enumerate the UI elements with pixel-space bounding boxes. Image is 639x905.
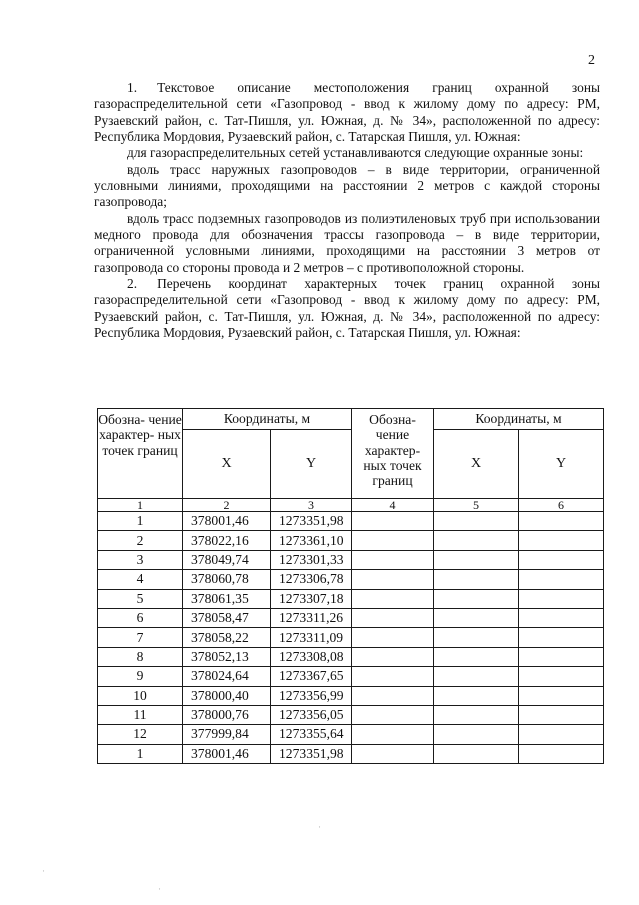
table-row: [98, 531, 604, 550]
empty-x-cell: [434, 705, 519, 724]
y-coordinate-cell: 1273361,10: [271, 531, 352, 550]
y-coordinate-cell: 1273351,98: [271, 744, 352, 763]
x-coordinate-cell: 378024,64: [183, 667, 271, 686]
point-number-cell: 6: [98, 608, 183, 627]
x-coordinate-cell: 378058,22: [183, 628, 271, 647]
column-numbers-row: [98, 499, 604, 512]
empty-point-cell: [352, 628, 434, 647]
empty-x-cell: [434, 531, 519, 550]
y-coordinate-cell: 1273311,09: [271, 628, 352, 647]
x-coordinate-cell: 378052,13: [183, 647, 271, 666]
empty-x-cell: [434, 589, 519, 608]
scan-speck: ·: [318, 822, 321, 832]
empty-point-cell: [352, 744, 434, 763]
column-number: 2: [183, 499, 271, 512]
y-coordinate-cell: 1273311,26: [271, 608, 352, 627]
x-coordinate-cell: 378000,76: [183, 705, 271, 724]
point-number-cell: 7: [98, 628, 183, 647]
table-row: [98, 550, 604, 569]
empty-y-cell: [519, 647, 604, 666]
x-coordinate-cell: 378000,40: [183, 686, 271, 705]
empty-y-cell: [519, 686, 604, 705]
y-header-left: Y: [271, 430, 352, 499]
scan-speck: ·: [42, 866, 45, 876]
y-coordinate-cell: 1273308,08: [271, 647, 352, 666]
empty-x-cell: [434, 512, 519, 531]
empty-point-cell: [352, 589, 434, 608]
y-coordinate-cell: 1273306,78: [271, 570, 352, 589]
empty-point-cell: [352, 550, 434, 569]
point-number-cell: 10: [98, 686, 183, 705]
point-header-left: Обозна- чение характер- ных точек границ: [98, 409, 183, 499]
y-coordinate-cell: 1273356,05: [271, 705, 352, 724]
column-number: 3: [271, 499, 352, 512]
empty-x-cell: [434, 744, 519, 763]
empty-y-cell: [519, 628, 604, 647]
empty-y-cell: [519, 531, 604, 550]
column-number: 5: [434, 499, 519, 512]
point-number-cell: 5: [98, 589, 183, 608]
empty-point-cell: [352, 608, 434, 627]
y-coordinate-cell: 1273351,98: [271, 512, 352, 531]
y-coordinate-cell: 1273301,33: [271, 550, 352, 569]
empty-y-cell: [519, 705, 604, 724]
column-number: 1: [98, 499, 183, 512]
x-coordinate-cell: 378060,78: [183, 570, 271, 589]
empty-point-cell: [352, 725, 434, 744]
empty-x-cell: [434, 608, 519, 627]
point-number-cell: 12: [98, 725, 183, 744]
x-coordinate-cell: 378049,74: [183, 550, 271, 569]
point-number-cell: 8: [98, 647, 183, 666]
table-row: [98, 667, 604, 686]
y-coordinate-cell: 1273367,65: [271, 667, 352, 686]
paragraph-1-description: 1. Текстовое описание местоположения границ охранной зоны газораспределительной сети «Газопровод - ввод к жилому дому по адресу: РМ, Рузаевский район, с. Тат-Пишля, ул. Южная, д. № 34», расположенной по адресу: Республика Мордовия, Рузаевский район, с. Татарская Пишля, ул. Южная:: [94, 80, 600, 145]
x-coordinate-cell: 378001,46: [183, 744, 271, 763]
x-coordinate-cell: 378022,16: [183, 531, 271, 550]
page-number: 2: [588, 53, 595, 68]
x-header-right: X: [434, 430, 519, 499]
empty-y-cell: [519, 589, 604, 608]
empty-point-cell: [352, 531, 434, 550]
x-header-left: X: [183, 430, 271, 499]
paragraph-2-coordinates-list: 2. Перечень координат характерных точек границ охранной зоны газораспределительной сети «Газопровод - ввод к жилому дому по адресу: РМ, Рузаевский район, с. Тат-Пишля, ул. Южная, д. № 34», расположенной по адресу: Республика Мордовия, Рузаевский район, с. Татарская Пишля, ул. Южная:: [94, 276, 600, 341]
document-body: [94, 80, 600, 342]
empty-x-cell: [434, 550, 519, 569]
coordinates-table: [97, 408, 604, 764]
paragraph-external-pipelines: вдоль трасс наружных газопроводов – в виде территории, ограниченной условными линиями, проходящими на расстоянии 2 метров с каждой стороны газопровода;: [94, 161, 600, 210]
point-number-cell: 1: [98, 744, 183, 763]
empty-point-cell: [352, 705, 434, 724]
table-row: [98, 725, 604, 744]
column-number: 4: [352, 499, 434, 512]
empty-y-cell: [519, 570, 604, 589]
empty-x-cell: [434, 667, 519, 686]
empty-x-cell: [434, 686, 519, 705]
table-row: [98, 608, 604, 627]
table-row: [98, 589, 604, 608]
empty-y-cell: [519, 667, 604, 686]
y-coordinate-cell: 1273355,64: [271, 725, 352, 744]
table-row: [98, 570, 604, 589]
empty-point-cell: [352, 647, 434, 666]
point-number-cell: 11: [98, 705, 183, 724]
table-row: [98, 744, 604, 763]
x-coordinate-cell: 377999,84: [183, 725, 271, 744]
empty-x-cell: [434, 647, 519, 666]
x-coordinate-cell: 378058,47: [183, 608, 271, 627]
scan-speck: ·: [158, 884, 161, 894]
empty-x-cell: [434, 628, 519, 647]
empty-x-cell: [434, 570, 519, 589]
empty-point-cell: [352, 512, 434, 531]
point-number-cell: 3: [98, 550, 183, 569]
point-number-cell: 9: [98, 667, 183, 686]
paragraph-protection-zones: для газораспределительных сетей устанавливаются следующие охранные зоны:: [127, 145, 584, 161]
coords-header-left: Координаты, м: [183, 409, 352, 430]
coords-header-right: Координаты, м: [434, 409, 604, 430]
table-row: [98, 686, 604, 705]
empty-y-cell: [519, 550, 604, 569]
table-row: [98, 512, 604, 531]
empty-point-cell: [352, 570, 434, 589]
x-coordinate-cell: 378061,35: [183, 589, 271, 608]
empty-point-cell: [352, 667, 434, 686]
point-header-right: Обозна- чение характер- ных точек границ: [352, 409, 434, 499]
x-coordinate-cell: 378001,46: [183, 512, 271, 531]
point-number-cell: 1: [98, 512, 183, 531]
point-number-cell: 4: [98, 570, 183, 589]
column-number: 6: [519, 499, 604, 512]
empty-y-cell: [519, 608, 604, 627]
y-coordinate-cell: 1273356,99: [271, 686, 352, 705]
empty-point-cell: [352, 686, 434, 705]
empty-y-cell: [519, 744, 604, 763]
table-row: [98, 647, 604, 666]
table-row: [98, 705, 604, 724]
y-header-right: Y: [519, 430, 604, 499]
empty-x-cell: [434, 725, 519, 744]
point-number-cell: 2: [98, 531, 183, 550]
paragraph-underground-pipelines: вдоль трасс подземных газопроводов из полиэтиленовых труб при использовании медного провода для обозначения трассы газопровода – в виде территории, ограниченной условными линиями, проходящими на расстоянии 3 метров от газопровода со стороны провода и 2 метров – с противоположной стороны.: [94, 210, 600, 275]
empty-y-cell: [519, 725, 604, 744]
table-row: [98, 628, 604, 647]
empty-y-cell: [519, 512, 604, 531]
y-coordinate-cell: 1273307,18: [271, 589, 352, 608]
